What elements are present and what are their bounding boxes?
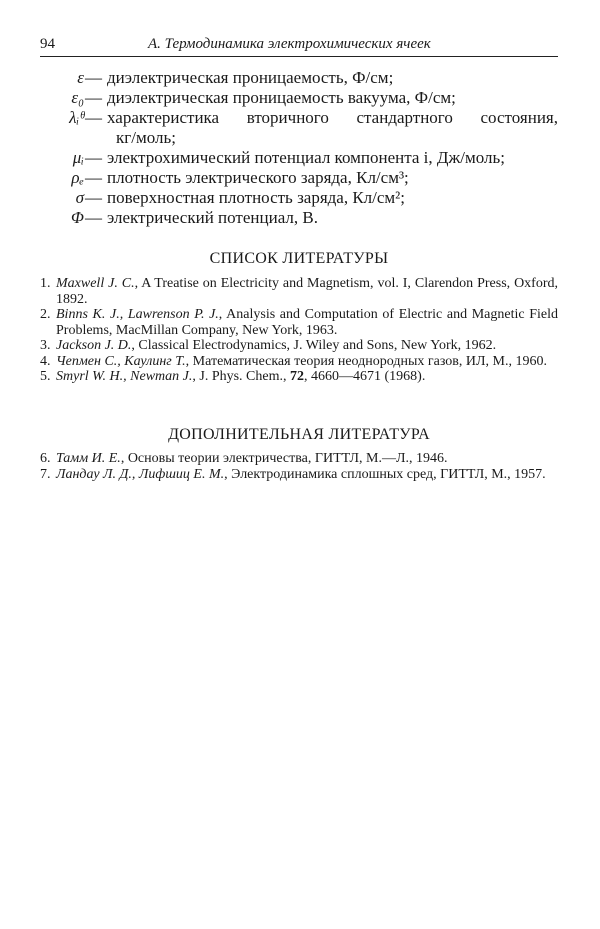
reference-authors: Ландау Л. Д., Лифшиц Е. М. <box>56 466 225 482</box>
reference-text: , Analysis and Computation of Electric and Magnetic Field Problems, MacMillan Company, New York, 1963. <box>56 307 558 338</box>
reference-text-after: , 4660—4671 (1968). <box>304 369 426 384</box>
glossary-entry <box>54 68 558 88</box>
glossary-symbol: ε₀ <box>71 88 84 107</box>
glossary-symbol: Φ <box>71 208 84 227</box>
reference-number: 1. <box>40 276 51 291</box>
glossary-dash: — <box>85 208 102 227</box>
additional-references-list <box>40 451 558 482</box>
glossary-text: поверхностная плотность заряда, Кл/см²; <box>107 188 406 207</box>
glossary-dash: — <box>85 88 102 107</box>
reference-item <box>40 369 558 385</box>
reference-authors: Binns K. J., Lawrenson P. J. <box>56 307 219 322</box>
reference-authors: Тамм И. Е. <box>56 451 121 466</box>
glossary-text: характеристика вторичного стандартного состояния, <box>107 108 558 127</box>
reference-item <box>40 307 558 338</box>
reference-item <box>40 276 558 307</box>
reference-number: 6. <box>40 451 51 466</box>
glossary-entry <box>54 148 558 168</box>
references-heading: СПИСОК ЛИТЕРАТУРЫ <box>209 250 389 267</box>
page-number: 94 <box>40 36 55 52</box>
reference-number: 5. <box>40 369 51 384</box>
glossary-symbol: λᵢᶿ <box>69 108 84 127</box>
reference-number: 3. <box>40 338 51 353</box>
running-title: А. Термодинамика электрохимических ячеек <box>148 36 431 52</box>
reference-number: 2. <box>40 307 51 322</box>
additional-references-heading: ДОПОЛНИТЕЛЬНАЯ ЛИТЕРАТУРА <box>168 426 430 443</box>
glossary-dash: — <box>85 168 102 187</box>
reference-item <box>40 451 558 467</box>
reference-number: 7. <box>40 466 51 482</box>
reference-item <box>40 467 558 483</box>
reference-authors: Smyrl W. H., Newman J. <box>56 369 193 384</box>
reference-authors: Чепмен С., Каулинг Т. <box>56 353 186 369</box>
glossary-symbol: μᵢ <box>72 148 84 167</box>
glossary-dash: — <box>85 148 102 167</box>
glossary-entry <box>54 188 558 208</box>
reference-authors: Maxwell J. C. <box>56 276 135 291</box>
reference-volume: 72 <box>290 369 304 384</box>
reference-item <box>40 338 558 354</box>
reference-text: , Электродинамика сплошных сред, ГИТТЛ, М., 1957. <box>224 466 546 482</box>
reference-item <box>40 354 558 370</box>
reference-text: , Classical Electrodynamics, J. Wiley and Sons, New York, 1962. <box>131 338 497 353</box>
page-header <box>40 34 558 57</box>
glossary-dash: — <box>85 108 102 127</box>
glossary-entry <box>54 208 558 228</box>
reference-text: , Математическая теория неоднородных газов, ИЛ, М., 1960. <box>185 353 547 369</box>
glossary-text: электрохимический потенциал компонента i, Дж/моль; <box>107 148 505 167</box>
reference-text: , Основы теории электричества, ГИТТЛ, М.—Л., 1946. <box>120 451 448 466</box>
glossary-text: плотность электрического заряда, Кл/см³; <box>107 168 409 187</box>
glossary-entry <box>54 88 558 108</box>
reference-authors: Jackson J. D. <box>56 338 132 353</box>
reference-number: 4. <box>40 353 51 369</box>
glossary-symbol: ε <box>77 68 84 87</box>
glossary-text: диэлектрическая проницаемость вакуума, Ф/см; <box>107 88 456 107</box>
glossary-entry <box>54 168 558 188</box>
reference-text: , A Treatise on Electricity and Magnetism, vol. I, Clarendon Press, Oxford, 1892. <box>56 276 558 307</box>
glossary-text: диэлектрическая проницаемость, Ф/см; <box>107 68 394 87</box>
symbol-glossary <box>54 68 558 228</box>
glossary-symbol: σ <box>75 188 84 207</box>
glossary-text: электрический потенциал, В. <box>107 208 318 227</box>
reference-text: , J. Phys. Chem., <box>192 369 290 384</box>
glossary-continuation: кг/моль; <box>116 128 176 147</box>
glossary-dash: — <box>85 68 102 87</box>
references-list <box>40 276 558 385</box>
glossary-symbol: ρₑ <box>71 168 84 187</box>
glossary-dash: — <box>85 188 102 207</box>
